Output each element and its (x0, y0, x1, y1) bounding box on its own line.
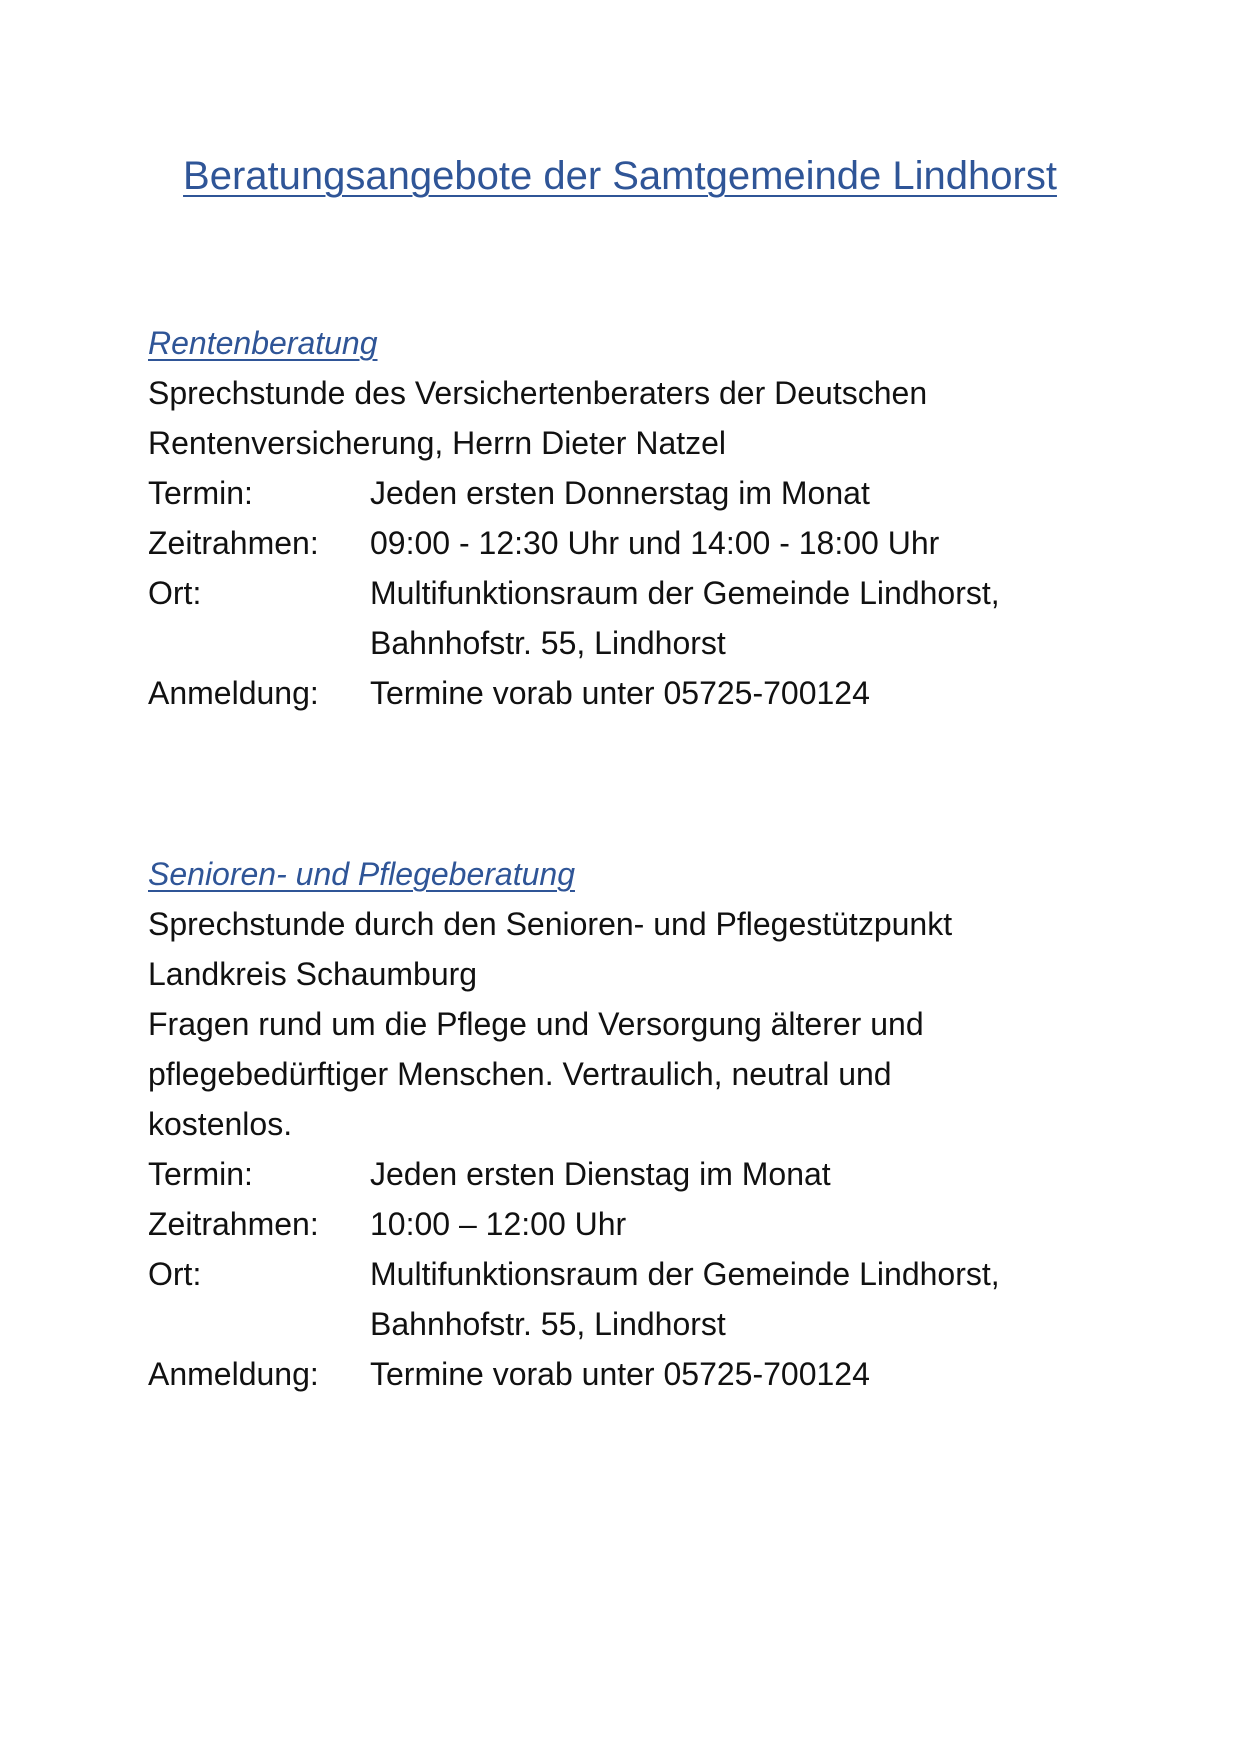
detail-label: Termin: (148, 475, 253, 511)
detail-value: 10:00 – 12:00 Uhr (370, 1206, 627, 1242)
detail-row-ort (148, 1249, 1108, 1349)
detail-row-anmeldung (148, 1349, 1108, 1399)
description-line: kostenlos. (148, 1106, 293, 1142)
address-line: Multifunktionsraum der Gemeinde Lindhorst, (370, 575, 1000, 611)
detail-row-termin (148, 1149, 1108, 1199)
detail-label: Anmeldung: (148, 1356, 319, 1392)
description-line: Landkreis Schaumburg (148, 956, 478, 992)
detail-row-zeitrahmen (148, 1199, 1108, 1249)
address-line: Bahnhofstr. 55, Lindhorst (370, 625, 726, 661)
page-title: Beratungsangebote der Samtgemeinde Lindhorst (183, 154, 1057, 198)
detail-row-ort (148, 568, 1108, 668)
detail-value: 09:00 - 12:30 Uhr und 14:00 - 18:00 Uhr (370, 525, 940, 561)
detail-label: Anmeldung: (148, 675, 319, 711)
detail-label: Ort: (148, 1256, 202, 1292)
detail-label: Termin: (148, 1156, 253, 1192)
detail-value: Jeden ersten Donnerstag im Monat (370, 475, 870, 511)
detail-row-termin (148, 468, 1108, 518)
description-line: Fragen rund um die Pflege und Versorgung älterer und (148, 1006, 924, 1042)
description-line: Sprechstunde durch den Senioren- und Pflegestützpunkt (148, 906, 953, 942)
detail-value: Jeden ersten Dienstag im Monat (370, 1156, 831, 1192)
detail-label: Ort: (148, 575, 202, 611)
description-line: Sprechstunde des Versichertenberaters der Deutschen (148, 375, 928, 411)
description-line: Rentenversicherung, Herrn Dieter Natzel (148, 425, 727, 461)
section-heading: Rentenberatung (148, 325, 378, 361)
section-rentenberatung (148, 318, 1108, 718)
address-line: Multifunktionsraum der Gemeinde Lindhorst, (370, 1256, 1000, 1292)
detail-row-anmeldung (148, 668, 1108, 718)
detail-value (370, 568, 1108, 668)
detail-value: Termine vorab unter 05725-700124 (370, 675, 870, 711)
address-line: Bahnhofstr. 55, Lindhorst (370, 1306, 726, 1342)
detail-label: Zeitrahmen: (148, 525, 319, 561)
detail-value (370, 1249, 1108, 1349)
description-line: pflegebedürftiger Menschen. Vertraulich, neutral und (148, 1056, 892, 1092)
detail-label: Zeitrahmen: (148, 1206, 319, 1242)
section-senioren-pflegeberatung (148, 849, 1108, 1399)
detail-value: Termine vorab unter 05725-700124 (370, 1356, 870, 1392)
detail-row-zeitrahmen (148, 518, 1108, 568)
section-heading: Senioren- und Pflegeberatung (148, 856, 575, 892)
